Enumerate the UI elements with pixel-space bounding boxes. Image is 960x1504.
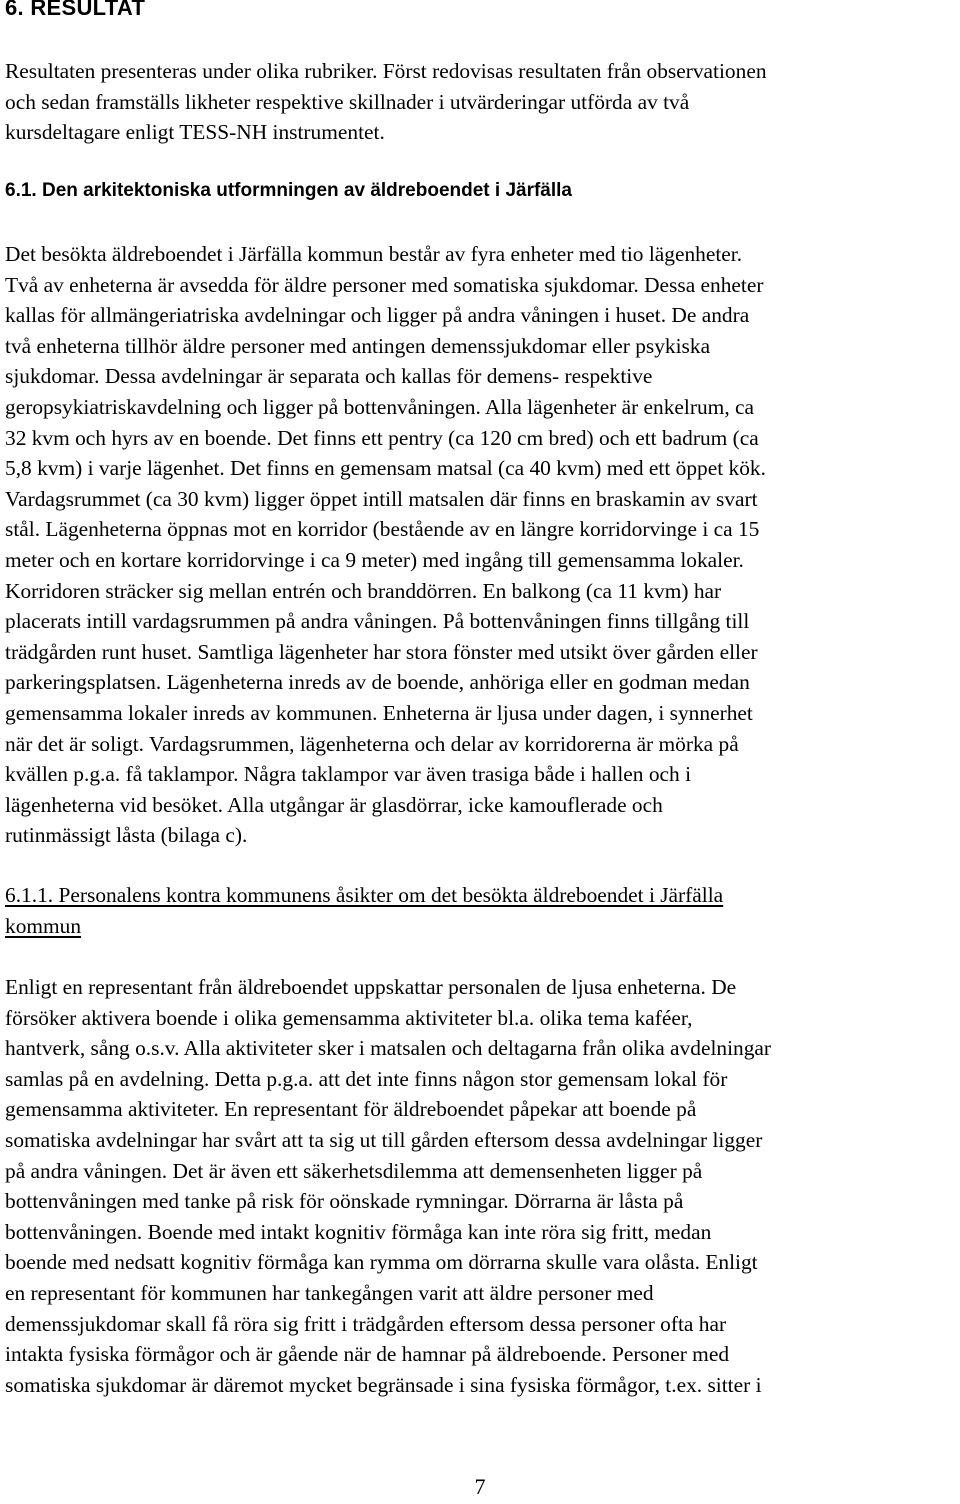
- text-line: kallas för allmängeriatriska avdelningar och ligger på andra våningen i huset. De andra: [5, 303, 750, 328]
- text-line: meter och en kortare korridorvinge i ca 9 meter) med ingång till gemensamma lokaler.: [5, 547, 744, 572]
- text-line: när det är soligt. Vardagsrummen, lägenheterna och delar av korridorerna är mörka på: [5, 731, 739, 756]
- text-line: somatiska sjukdomar är däremot mycket begränsade i sina fysiska förmågor, t.ex. sitter i: [5, 1372, 762, 1397]
- text-line: Vardagsrummet (ca 30 kvm) ligger öppet intill matsalen där finns en braskamin av svart: [5, 486, 758, 511]
- text-line: Det besökta äldreboendet i Järfälla kommun består av fyra enheter med tio lägenheter.: [5, 242, 743, 266]
- page-number: 7: [474, 1474, 486, 1499]
- text-line: gemensamma aktiviteter. En representant för äldreboendet påpekar att boende på: [5, 1097, 697, 1122]
- text-line: bottenvåningen med tanke på risk för oönskade rymningar. Dörrarna är låsta på: [5, 1189, 684, 1214]
- text-line: Två av enheterna är avsedda för äldre personer med somatiska sjukdomar. Dessa enheter: [5, 272, 764, 297]
- text-line: hantverk, sång o.s.v. Alla aktiviteter sker i matsalen och deltagarna från olika avdelningar: [5, 1036, 772, 1061]
- text-line: en representant för kommunen har tankegången varit att äldre personer med: [5, 1280, 654, 1305]
- subsection-heading: 6.1. Den arkitektoniska utformningen av äldreboendet i Järfälla: [5, 180, 573, 201]
- text-line: trädgården runt huset. Samtliga lägenheter har stora fönster med utsikt över gården eller: [5, 639, 758, 664]
- text-line: placerats intill vardagsrummen på andra våningen. På bottenvåningen finns tillgång till: [5, 609, 750, 634]
- text-line: Enligt en representant från äldreboendet uppskattar personalen de ljusa enheterna. De: [5, 975, 737, 999]
- text-line: 32 kvm och hyrs av en boende. Det finns ett pentry (ca 120 cm bred) och ett badrum (ca: [5, 425, 759, 450]
- text-line: rutinmässigt låsta (bilaga c).: [5, 823, 248, 848]
- text-line: boende med nedsatt kognitiv förmåga kan rymma om dörrarna skulle vara olåsta. Enligt: [5, 1250, 758, 1275]
- heading-line: kommun: [5, 913, 82, 938]
- text-line: bottenvåningen. Boende med intakt kognitiv förmåga kan inte röra sig fritt, medan: [5, 1219, 712, 1244]
- text-line: somatiska avdelningar har svårt att ta sig ut till gården eftersom dessa avdelningar ligger: [5, 1127, 763, 1152]
- opinions-paragraph: [5, 972, 955, 1400]
- text-line: geropsykiatriskavdelning och ligger på bottenvåningen. Alla lägenheter är enkelrum, ca: [5, 394, 755, 419]
- text-line: Resultaten presenteras under olika rubriker. Först redovisas resultaten från observationen: [5, 59, 767, 83]
- text-line: kursdeltagare enligt TESS-NH instrumentet.: [5, 120, 385, 145]
- architecture-paragraph: [5, 239, 955, 851]
- text-line: intakta fysiska förmågor och är gående när de hamnar på äldreboende. Personer med: [5, 1342, 730, 1367]
- text-line: stål. Lägenheterna öppnas mot en korridor (bestående av en längre korridorvinge i ca 15: [5, 517, 760, 542]
- text-line: försöker aktivera boende i olika gemensamma aktiviteter bl.a. olika tema kaféer,: [5, 1005, 693, 1030]
- heading-line: 6.1.1. Personalens kontra kommunens åsikter om det besökta äldreboendet i Järfälla: [5, 883, 724, 907]
- text-line: på andra våningen. Det är även ett säkerhetsdilemma att demensenheten ligger på: [5, 1158, 703, 1183]
- text-line: lägenheterna vid besöket. Alla utgångar är glasdörrar, icke kamouflerade och: [5, 792, 663, 817]
- text-line: parkeringsplatsen. Lägenheterna inreds av de boende, anhöriga eller en godman medan: [5, 670, 750, 695]
- text-line: Korridoren sträcker sig mellan entrén och branddörren. En balkong (ca 11 kvm) har: [5, 578, 722, 603]
- intro-paragraph: [5, 56, 955, 148]
- text-line: gemensamma lokaler inreds av kommunen. Enheterna är ljusa under dagen, i synnerhet: [5, 700, 753, 725]
- text-line: samlas på en avdelning. Detta p.g.a. att det inte finns någon stor gemensam lokal för: [5, 1066, 728, 1091]
- text-line: två enheterna tillhör äldre personer med antingen demenssjukdomar eller psykiska: [5, 333, 711, 358]
- text-line: och sedan framställs likheter respektive skillnader i utvärderingar utförda av två: [5, 89, 690, 114]
- text-line: 5,8 kvm) i varje lägenhet. Det finns en gemensam matsal (ca 40 kvm) med ett öppet kök.: [5, 456, 766, 481]
- text-line: kvällen p.g.a. få taklampor. Några taklampor var även trasiga både i hallen och i: [5, 762, 692, 787]
- section-heading: 6. RESULTAT: [5, 0, 146, 20]
- subsubsection-heading: [5, 880, 723, 941]
- text-line: sjukdomar. Dessa avdelningar är separata och kallas för demens- respektive: [5, 364, 653, 389]
- text-line: demenssjukdomar skall få röra sig fritt i trädgården eftersom dessa personer ofta har: [5, 1311, 727, 1336]
